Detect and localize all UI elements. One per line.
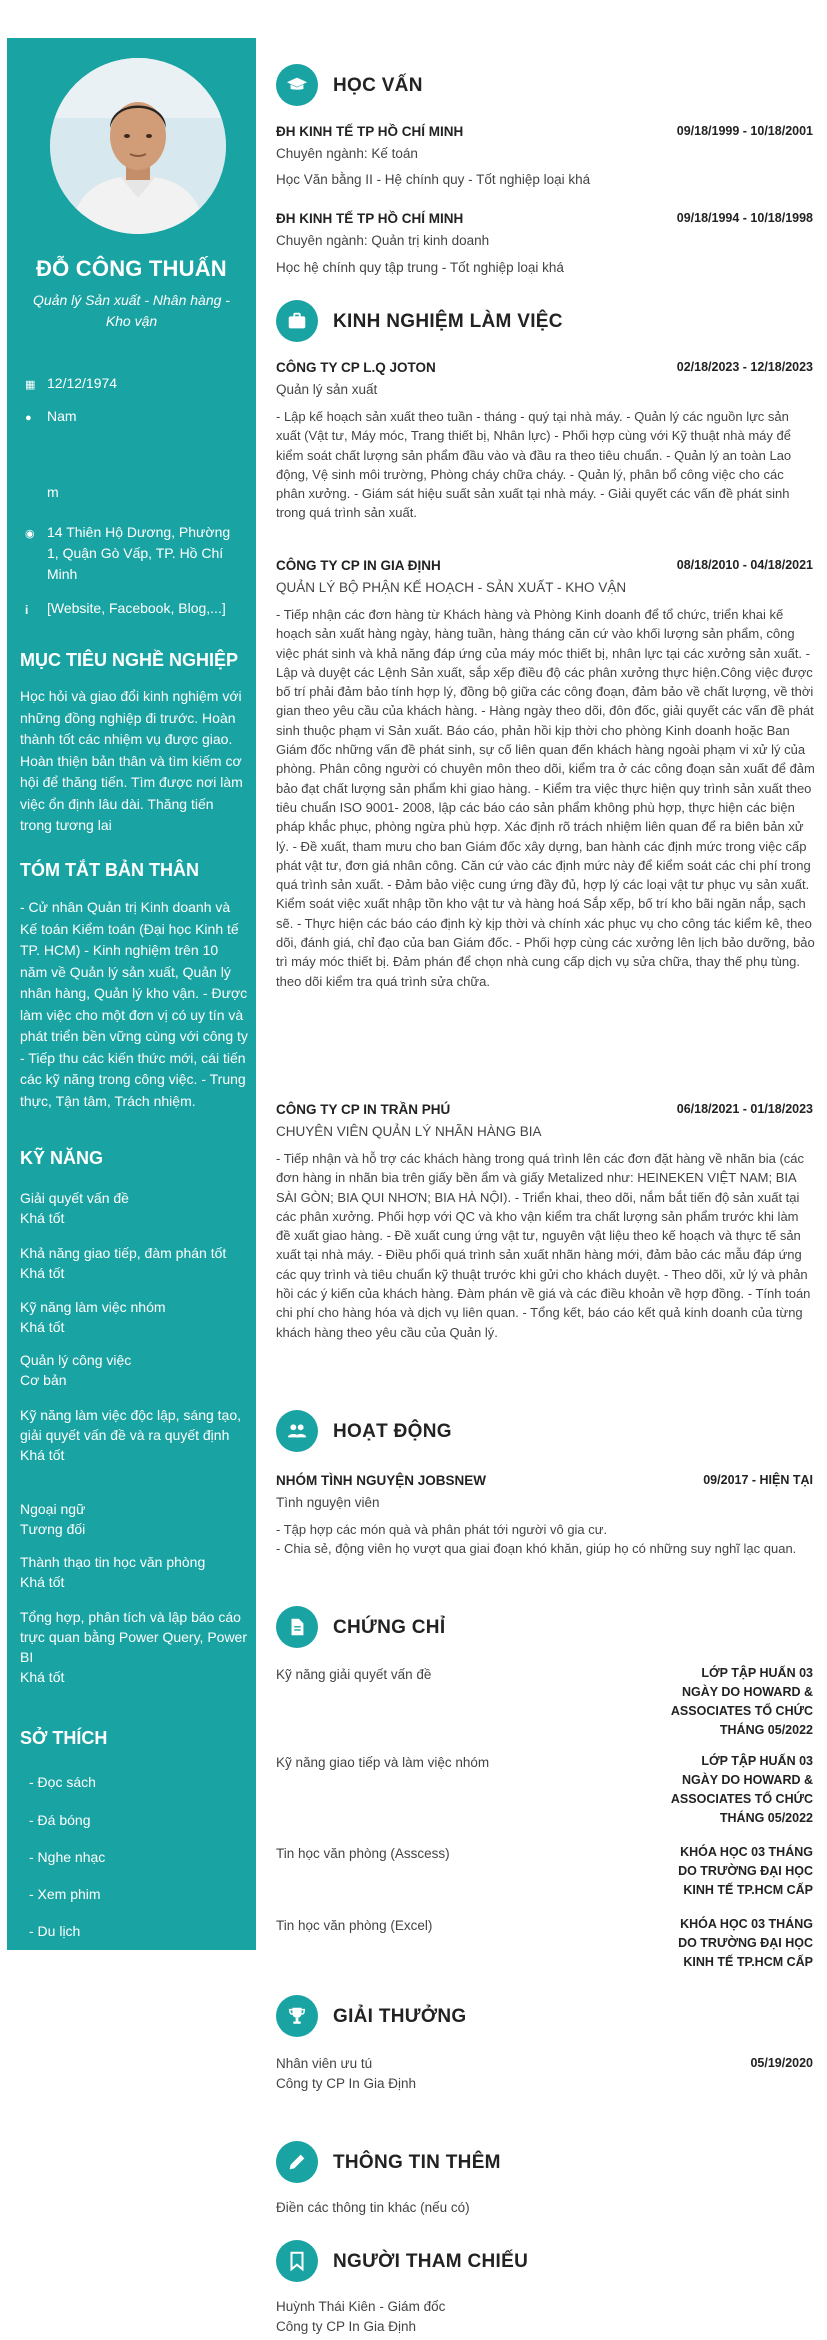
education-date: 09/18/1999 - 10/18/2001 (676, 124, 813, 138)
experience-heading: KINH NGHIỆM LÀM VIỆC (333, 311, 563, 332)
hobby-item: - Nghe nhạc (29, 1849, 106, 1865)
website-value[interactable]: [Website, Facebook, Blog,...] (47, 600, 226, 616)
hobby-item: - Du lịch (29, 1923, 81, 1939)
experience-detail: - Tiếp nhận và hỗ trợ các khách hàng trong quá trình lên các đơn đặt hàng về nhãn bia (các đơn hàng in nhãn bia trên giấy bền ẩm và giấy Metalized như: HEINEKEN VIỆT NAM; BIA SÀI GÒN; BIA QUI NHƠN; BIA HÀ NỘI). - Triển khai, theo dõi, nắm bắt tiến độ sản xuất tại các phân xưởng. Phối hợp với QC và kho vận kiểm tra chất lượng sản phẩm trước khi làm đề xuất giao hàng. - Đề xuất cung ứng vật tư, nguyên vật liệu theo kế hoạch và thực tế sản xuất tại nhà máy. - Điều phối quá trình sản xuất nhãn hàng mới, đảm bảo các mẫu đáp ứng các quy trình và tiêu chuẩn kỹ thuật trước khi gửi cho khách duyệt. - Theo dõi, xử lý và phản hồi các ý kiến của khách hàng. Đàm phán về giá và các điều khoản về hợp đồng. - Tính toán chi phí cho hàng hóa và dịch vụ liên quan. - Tổng kết, báo cáo kết quả kinh doanh của từng khách hàng theo yêu cầu của Quản lý. (276, 1151, 811, 1340)
certificate-org: LỚP TẬP HUẤN 03 NGÀY DO HOWARD & ASSOCIATES TỔ CHỨC THÁNG 05/2022 (670, 1754, 813, 1825)
experience-company: CÔNG TY CP IN GIA ĐỊNH (276, 558, 441, 573)
experience-detail: - Lập kế hoạch sản xuất theo tuần - tháng - quý tại nhà máy. - Quản lý các nguồn lực sản xuất (Vật tư, Máy móc, Trang thiết bị, Nhân lực) - Phối hợp cùng với Kỹ thuật nhà máy để kiểm soát chất lượng sản phẩm đầu vào và đầu ra theo tiêu chuẩn. - Quản lý an toàn Lao động, Vệ sinh môi trường, Phòng cháy chữa cháy. - Quản lý, phân bổ công việc cho các phân xưởng. - Giám sát hiệu suất sản xuất tại nhà máy. - Giải quyết các vấn đề phát sinh trong quá trình sản xuất. (276, 409, 792, 521)
info-icon: i (25, 603, 29, 617)
education-major: Chuyên ngành: Quản trị kinh doanh (276, 233, 490, 248)
gender-row (25, 406, 245, 429)
skill-item: Quản lý công việc Cơ bản (20, 1352, 132, 1388)
summary-text: - Cử nhân Quản trị Kinh doanh và Kế toán Kiểm toán (Đại học Kinh tế TP. HCM) - Kinh nghiệm trên 10 năm về Quản lý sản xuất, Quản lý nhân hàng, Quản lý kho vận. - Được làm việc cho một đơn vị có uy tín và phát triển bền vững cùng với công ty - Tiếp thu các kiến thức mới, cái tiến các kỹ năng trong công việc. - Trung thực, Tận tâm, Trách nhiệm. (20, 899, 248, 1109)
education-school: ĐH KINH TẾ TP HỒ CHÍ MINH (276, 211, 464, 226)
experience-company: CÔNG TY CP IN TRẦN PHÚ (276, 1102, 451, 1117)
awards-heading: GIẢI THƯỞNG (333, 2006, 467, 2027)
address-value: 14 Thiên Hộ Dương, Phường 1, Quận Gò Vấp, TP. Hồ Chí Minh (47, 524, 231, 582)
experience-position: QUẢN LÝ BỘ PHẬN KẾ HOẠCH - SẢN XUẤT - KHO VẬN (276, 580, 627, 595)
location-pin-icon: ◉ (25, 528, 35, 540)
experience-date: 02/18/2023 - 12/18/2023 (676, 360, 813, 374)
additional-text: Điền các thông tin khác (nếu có) (276, 2200, 470, 2215)
website-row[interactable] (25, 598, 245, 621)
experience-date: 06/18/2021 - 01/18/2023 (676, 1102, 813, 1116)
skill-item: Tổng hợp, phân tích và lập báo cáo trực quan bằng Power Query, Power BI Khá tốt (20, 1609, 248, 1685)
education-school: ĐH KINH TẾ TP HỒ CHÍ MINH (276, 124, 464, 139)
experience-position: Quản lý sản xuất (276, 382, 378, 397)
certificates-heading: CHỨNG CHỈ (333, 1617, 446, 1638)
phone-row (25, 482, 245, 503)
trophy-icon (276, 1995, 318, 2037)
skill-item: Khả năng giao tiếp, đàm phán tốt Khá tốt (20, 1245, 227, 1281)
calendar-icon: ▦ (25, 379, 36, 391)
hobby-item: - Xem phim (29, 1886, 101, 1902)
experience-company: CÔNG TY CP L.Q JOTON (276, 360, 436, 375)
avatar-portrait-icon (50, 58, 226, 234)
experience-date: 08/18/2010 - 04/18/2021 (676, 558, 813, 572)
reference-org: Công ty CP In Gia Định (276, 2319, 417, 2334)
address-row (25, 522, 245, 585)
certificate-org: KHÓA HỌC 03 THÁNG DO TRƯỜNG ĐẠI HỌC KINH TẾ TP.HCM CẤP (678, 1917, 813, 1969)
bookmark-icon (276, 2240, 318, 2282)
summary-heading: TÓM TẮT BẢN THÂN (20, 860, 199, 880)
education-major: Chuyên ngành: Kế toán (276, 146, 418, 161)
references-heading: NGƯỜI THAM CHIẾU (333, 2251, 529, 2272)
activities-heading: HOẠT ĐỘNG (333, 1421, 452, 1442)
certificate-name: Tin học văn phòng (Excel) (276, 1918, 433, 1933)
education-heading: HỌC VẤN (333, 75, 423, 96)
profile-title: Quản lý Sản xuất - Nhân hàng - Kho vận (33, 292, 230, 329)
hobby-item: - Đọc sách (29, 1774, 96, 1790)
certificate-name: Kỹ năng giao tiếp và làm việc nhóm (276, 1755, 490, 1770)
certificate-name: Tin học văn phòng (Asscess) (276, 1846, 450, 1861)
objective-text: Học hỏi và giao đổi kinh nghiệm với những đồng nghiệp đi trước. Hoàn thành tốt các nhiệm vụ được giao. Hoàn thiện bản thân và tìm kiếm cơ hội để thăng tiến. Tìm được nơi làm việc ổn định lâu dài. Thăng tiến trong tương lai (20, 688, 243, 833)
skill-item: Kỹ năng làm việc nhóm Khá tốt (20, 1299, 166, 1335)
certificate-org: LỚP TẬP HUẤN 03 NGÀY DO HOWARD & ASSOCIATES TỔ CHỨC THÁNG 05/2022 (670, 1666, 813, 1737)
education-detail: Học hệ chính quy tập trung - Tốt nghiệp loại khá (276, 260, 564, 275)
users-icon (276, 1410, 318, 1452)
award-name: Nhân viên ưu tú (276, 2056, 373, 2071)
education-detail: Học Văn bằng II - Hệ chính quy - Tốt nghiệp loại khá (276, 172, 591, 187)
pencil-icon (276, 2141, 318, 2183)
briefcase-icon (276, 300, 318, 342)
activity-role: Tình nguyện viên (276, 1495, 380, 1510)
birthday-value: 12/12/1974 (47, 375, 118, 391)
award-org: Công ty CP In Gia Định (276, 2076, 417, 2091)
skill-item: Kỹ năng làm việc độc lập, sáng tạo, giải quyết vấn đề và ra quyết định Khá tốt (20, 1407, 242, 1463)
user-icon: ● (25, 412, 32, 424)
award-date: 05/19/2020 (750, 2056, 813, 2070)
avatar (50, 58, 226, 234)
skill-item: Ngoại ngữ Tương đối (20, 1501, 86, 1537)
experience-position: CHUYÊN VIÊN QUẢN LÝ NHÃN HÀNG BIA (276, 1124, 542, 1139)
hobbies-heading: SỞ THÍCH (20, 1728, 108, 1748)
reference-name: Huỳnh Thái Kiên - Giám đốc (276, 2299, 446, 2314)
sidebar (7, 38, 256, 1950)
birthday-row (25, 373, 245, 396)
certificate-icon (276, 1606, 318, 1648)
education-date: 09/18/1994 - 10/18/1998 (676, 211, 813, 225)
hobby-item: - Đá bóng (29, 1812, 91, 1828)
activity-detail: - Tập hợp các món quà và phân phát tới người vô gia cư. - Chia sẻ, động viên họ vượt qua giai đoạn khó khăn, giúp họ có những suy nghĩ lạc quan. (276, 1522, 797, 1557)
activity-date: 09/2017 - HIỆN TẠI (703, 1473, 813, 1487)
objective-heading: MỤC TIÊU NGHỀ NGHIỆP (20, 650, 239, 670)
certificate-org: KHÓA HỌC 03 THÁNG DO TRƯỜNG ĐẠI HỌC KINH TẾ TP.HCM CẤP (678, 1845, 813, 1897)
skills-heading: KỸ NĂNG (20, 1148, 104, 1168)
graduation-cap-icon (276, 64, 318, 106)
phone-value: m (47, 484, 59, 500)
skill-item: Giải quyết vấn đề Khá tốt (20, 1190, 129, 1226)
activity-org: NHÓM TÌNH NGUYỆN JOBSNEW (276, 1473, 487, 1488)
skill-item: Thành thạo tin học văn phòng Khá tốt (20, 1554, 206, 1590)
certificate-name: Kỹ năng giải quyết vấn đề (276, 1667, 432, 1682)
profile-name: ĐỖ CÔNG THUẤN (36, 256, 227, 281)
experience-detail: - Tiếp nhận các đơn hàng từ Khách hàng và Phòng Kinh doanh để tổ chức, triển khai kế hoạch sản xuất hàng ngày, hàng tuần, hàng tháng căn cứ vào khối lượng sản phẩm, công việc phát sinh và khả năng đáp ứng của máy móc thiết bị, nhân lực tại các xưởng sản xuất. - Lập và duyệt các Lệnh Sản xuất, sắp xếp điều độ các phân xưởng thực hiện.Công việc được bố trí phải đảm bảo tính hợp lý, đồng bộ giữa các công đoạn, đảm bảo về chất lượng, về thời gian theo yêu cầu của khách hàng. - Hàng ngày theo dõi, đôn đốc, giải quyết các vấn đề phát sinh thuộc phạm vi Sản xuất. Báo cáo, phản hồi kịp thời cho phòng Kinh doanh hoặc Ban Giám đốc những vấn đề phát sinh, sự cố liên quan đến khách hàng ngoài phạm vi xử lý của phòng. Phân công người có chuyên môn theo dõi, kiểm tra ở các công đoạn sản xuất để đảm bảo đạt chất lượng sản phẩm khi giao hàng. - Kiểm tra việc thực hiện quy trình sản xuất theo tiêu chuẩn ISO 9001- 2008, lập các báo cáo sản phẩm không phù hợp, thực hiện các biện pháp khắc phục, phòng ngừa phù hợp. Xác định rõ trách nhiệm liên quan để ra biên bản xử lý. - Đề xuất, tham mưu cho ban Giám đốc xây dựng, ban hành các định mức trong việc cấp phát vật tư, đơn giá nhân công. Căn cứ vào các định mức này để kiểm soát các chi phí trong quá trình sản xuất. - Đảm bảo việc cung ứng đầy đủ, hợp lý các loại vật tư phục vụ sản xuất. Kiểm soát việc xuất nhập tồn kho vật tư và hàng hoá Sắp xếp, bố trí kho bãi ngăn nắp, sạch sẽ. - Thực hiện các báo cáo định kỳ kịp thời và chính xác phục vụ cho công tác kiểm kê, theo dõi, đánh giá, chỉ đạo của ban Giám đốc. - Phối hợp cùng các xưởng lên lịch bảo dưỡng, bảo trì máy móc thiết bị. Đảm phán để chọn nhà cung cấp dịch vụ sửa chữa, thay thế phụ tùng. theo dõi kiểm tra quá trình sửa chữa. (276, 607, 815, 989)
additional-heading: THÔNG TIN THÊM (333, 2152, 501, 2173)
gender-value: Nam (47, 408, 77, 424)
